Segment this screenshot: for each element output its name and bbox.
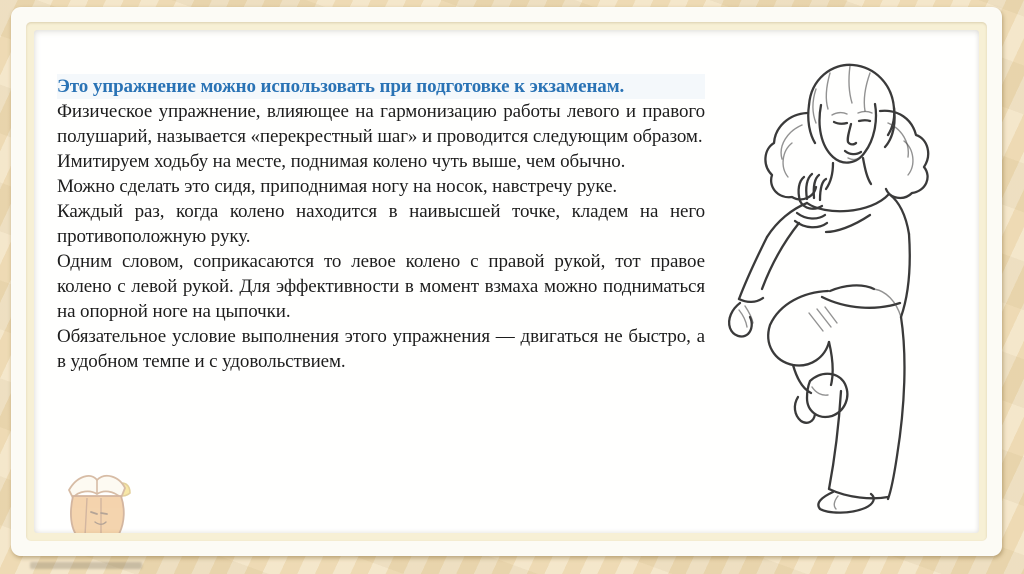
girl-line-drawing-icon: [712, 50, 970, 517]
girl-exercise-illustration: [712, 50, 970, 517]
slide-paragraph: Имитируем ходьбу на месте, поднимая колено чуть выше, чем обычно.: [57, 151, 626, 172]
books-clipart-icon: [56, 464, 138, 533]
slide-paragraph: Каждый раз, когда колено находится в наивысшей точке, кладем на него противоположную руку.: [57, 201, 705, 247]
slide-paragraph: Можно сделать это сидя, приподнимая ногу на носок, навстречу руке.: [57, 176, 618, 197]
slide-title: Это упражнение можно использовать при подготовке к экзаменам.: [57, 74, 705, 99]
watermark-smudge: [30, 562, 142, 569]
slide-text-block: [57, 74, 705, 374]
slide-paragraph: Физическое упражнение, влияющее на гармонизацию работы левого и правого полушарий, называется «перекрестный шаг» и проводится следующим образом.: [57, 101, 705, 147]
slide-content: [34, 30, 979, 533]
slide-mat: [26, 22, 987, 541]
slide-paragraph: Одним словом, соприкасаются то левое колено с правой рукой, тот правое колено с левой рукой. Для эффективности в момент взмаха можно подниматься на опорной ноге на цыпочки.: [57, 251, 705, 322]
slide-frame: [11, 7, 1002, 556]
books-clipart: [56, 464, 138, 533]
slide-paragraph: Обязательное условие выполнения этого упражнения — двигаться не быстро, а в удобном темпе и с удовольствием.: [57, 326, 705, 372]
